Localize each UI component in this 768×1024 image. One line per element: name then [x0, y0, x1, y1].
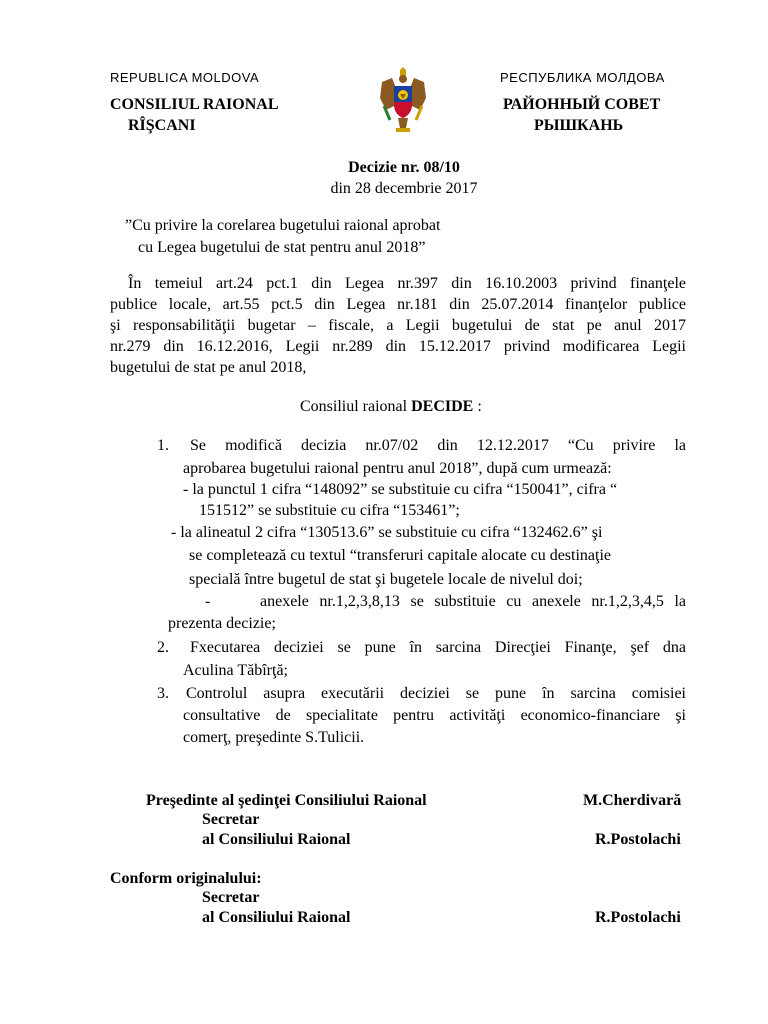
item-3-line-1: Controlul asupra executării deciziei se pune în sarcina comisiei — [186, 685, 686, 702]
preamble-line-2: publice locale, art.55 pct.5 din Legea nr.181 din 25.07.2014 finanţelor publice — [110, 296, 686, 313]
subitem-b-line-1: - la alineatul 2 cifra “130513.6” se substituie cu cifra “132462.6” şi — [171, 524, 603, 541]
secretary-title-line-2: al Consiliului Raional — [202, 831, 351, 848]
item-number-2: 2. — [157, 639, 169, 656]
conform-label: Conform originalului: — [110, 870, 262, 887]
conform-secretary-line-2: al Consiliului Raional — [202, 909, 351, 926]
preamble-line-1: În temeiul art.24 pct.1 din Legea nr.397 din 16.10.2003 privind finanţele — [128, 275, 686, 292]
preamble-line-5: bugetului de stat pe anul 2018, — [110, 359, 307, 376]
conform-secretary-name: R.Postolachi — [595, 909, 681, 926]
president-title: Preşedinte al şedinţei Consiliului Raional — [146, 792, 427, 809]
item-3-line-3: comerţ, preşedinte S.Tulicii. — [183, 729, 365, 746]
decides-suffix: : — [473, 398, 482, 415]
subject-line-1: ”Cu privire la corelarea bugetului raional aprobat — [125, 217, 441, 234]
item-2-line-1: Fxecutarea deciziei se pune în sarcina Direcţiei Finanţe, şef dna — [190, 639, 686, 656]
district-name-ro: RÎŞCANI — [128, 117, 196, 134]
subitem-c-dash: - — [205, 593, 211, 610]
council-name-ru: РАЙОННЫЙ СОВЕТ — [503, 96, 661, 113]
item-2-line-2: Aculina Tăbîrţă; — [183, 662, 288, 679]
decides-prefix: Consiliul raional — [300, 398, 412, 415]
decision-title: Decizie nr. 08/10 — [348, 159, 460, 176]
moldova-coat-of-arms-icon — [376, 66, 430, 134]
president-name: M.Cherdivară — [583, 792, 682, 809]
item-number-3: 3. — [157, 685, 169, 702]
decides-keyword: DECIDE — [411, 398, 474, 415]
item-number-1: 1. — [157, 437, 169, 454]
district-name-ru: РЫШКАНЬ — [534, 117, 624, 134]
decides-heading — [300, 396, 482, 417]
subject-line-2: cu Legea bugetului de stat pentru anul 2018” — [138, 239, 426, 256]
item-1-line-1: Se modifică decizia nr.07/02 din 12.12.2017 “Cu privire la — [190, 437, 686, 454]
country-name-ru: РЕСПУБЛИКА МОЛДОВА — [500, 70, 665, 85]
preamble-line-3: şi responsabilităţii bugetar – fiscale, a Legii bugetului de stat pe anul 2017 — [110, 317, 686, 334]
secretary-name: R.Postolachi — [595, 831, 681, 848]
subitem-b-line-2: se completează cu textul “transferuri capitale alocate cu destinaţie — [189, 547, 611, 564]
subitem-c-line-2: prezenta decizie; — [168, 615, 276, 632]
council-name-ro: CONSILIUL RAIONAL — [110, 96, 279, 113]
subitem-a-line-2: 151512” se substituie cu cifra “153461”; — [199, 502, 460, 519]
subitem-b-line-3: specială între bugetul de stat şi bugetele locale de nivelul doi; — [189, 571, 583, 588]
country-name-ro: REPUBLICA MOLDOVA — [110, 70, 260, 85]
item-3-line-2: consultative de specialitate pentru activităţi economico-financiare şi — [183, 707, 686, 724]
conform-secretary-line-1: Secretar — [202, 889, 260, 906]
subitem-a-line-1: - la punctul 1 cifra “148092” se substituie cu cifra “150041”, cifra “ — [183, 481, 618, 498]
item-1-line-2: aprobarea bugetului raional pentru anul 2018”, după cum urmează: — [183, 460, 612, 477]
secretary-title-line-1: Secretar — [202, 811, 260, 828]
preamble-line-4: nr.279 din 16.12.2016, Legii nr.289 din 15.12.2017 privind modificarea Legii — [110, 338, 686, 355]
decision-date: din 28 decembrie 2017 — [330, 180, 478, 197]
subitem-c-line-1: anexele nr.1,2,3,8,13 se substituie cu anexele nr.1,2,3,4,5 la — [260, 593, 686, 610]
